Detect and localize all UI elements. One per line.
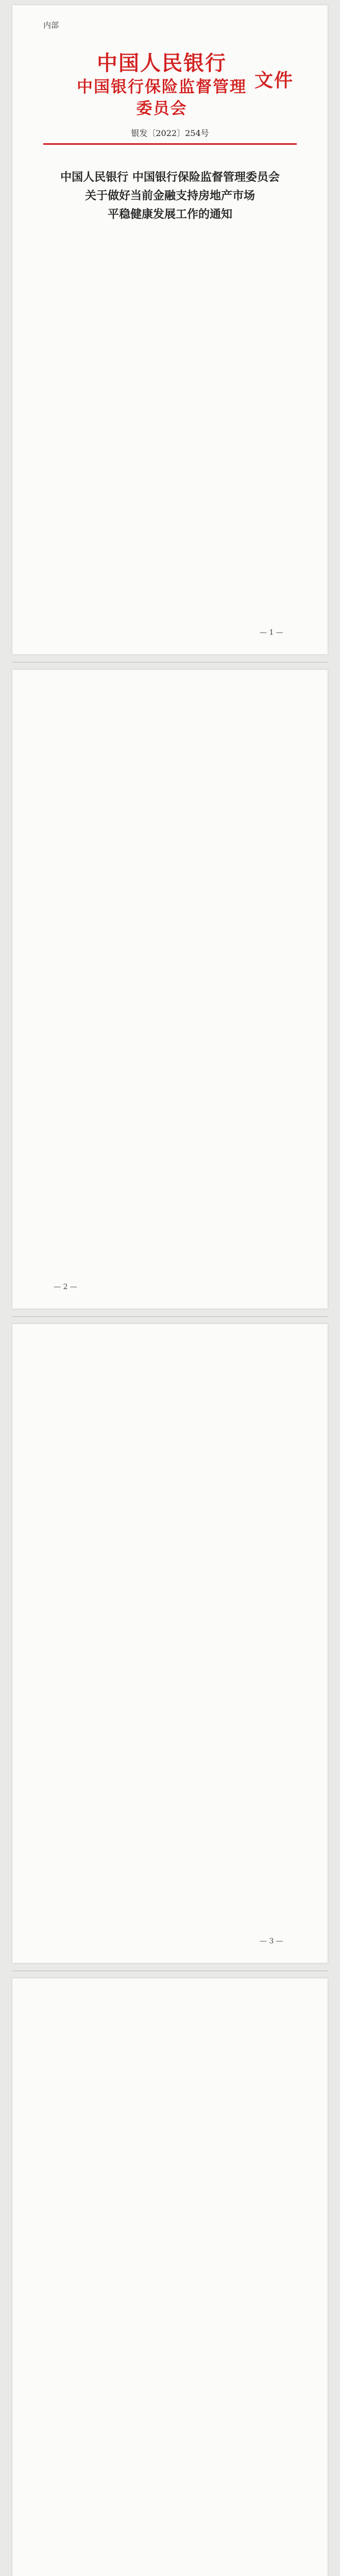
document-number: 银发〔2022〕254号 — [131, 128, 209, 138]
page-number: — 1 — — [260, 629, 283, 637]
page-number: — 3 — — [260, 1937, 283, 1945]
title-line-1: 中国人民银行 中国银行保险监督管理委员会 — [60, 171, 280, 184]
page-3 — [12, 1324, 328, 1963]
internal-label: 内部 — [43, 21, 59, 30]
document-mark: 文件 — [254, 70, 294, 91]
page-2 — [12, 670, 328, 1309]
document-title — [48, 168, 292, 224]
red-divider — [43, 143, 297, 145]
page-4 — [12, 1978, 328, 2576]
issuer-line-2: 中国银行保险监督管理委员会 — [77, 78, 247, 118]
issuer-line-1: 中国人民银行 — [97, 51, 227, 75]
page-separator — [12, 1316, 328, 1317]
issuer-masthead — [74, 50, 249, 120]
page-number: — 2 — — [54, 1283, 77, 1291]
page-separator — [12, 662, 328, 663]
page-1 — [12, 5, 328, 654]
title-line-2: 关于做好当前金融支持房地产市场 — [84, 189, 255, 202]
title-line-3: 平稳健康发展工作的通知 — [107, 208, 232, 221]
